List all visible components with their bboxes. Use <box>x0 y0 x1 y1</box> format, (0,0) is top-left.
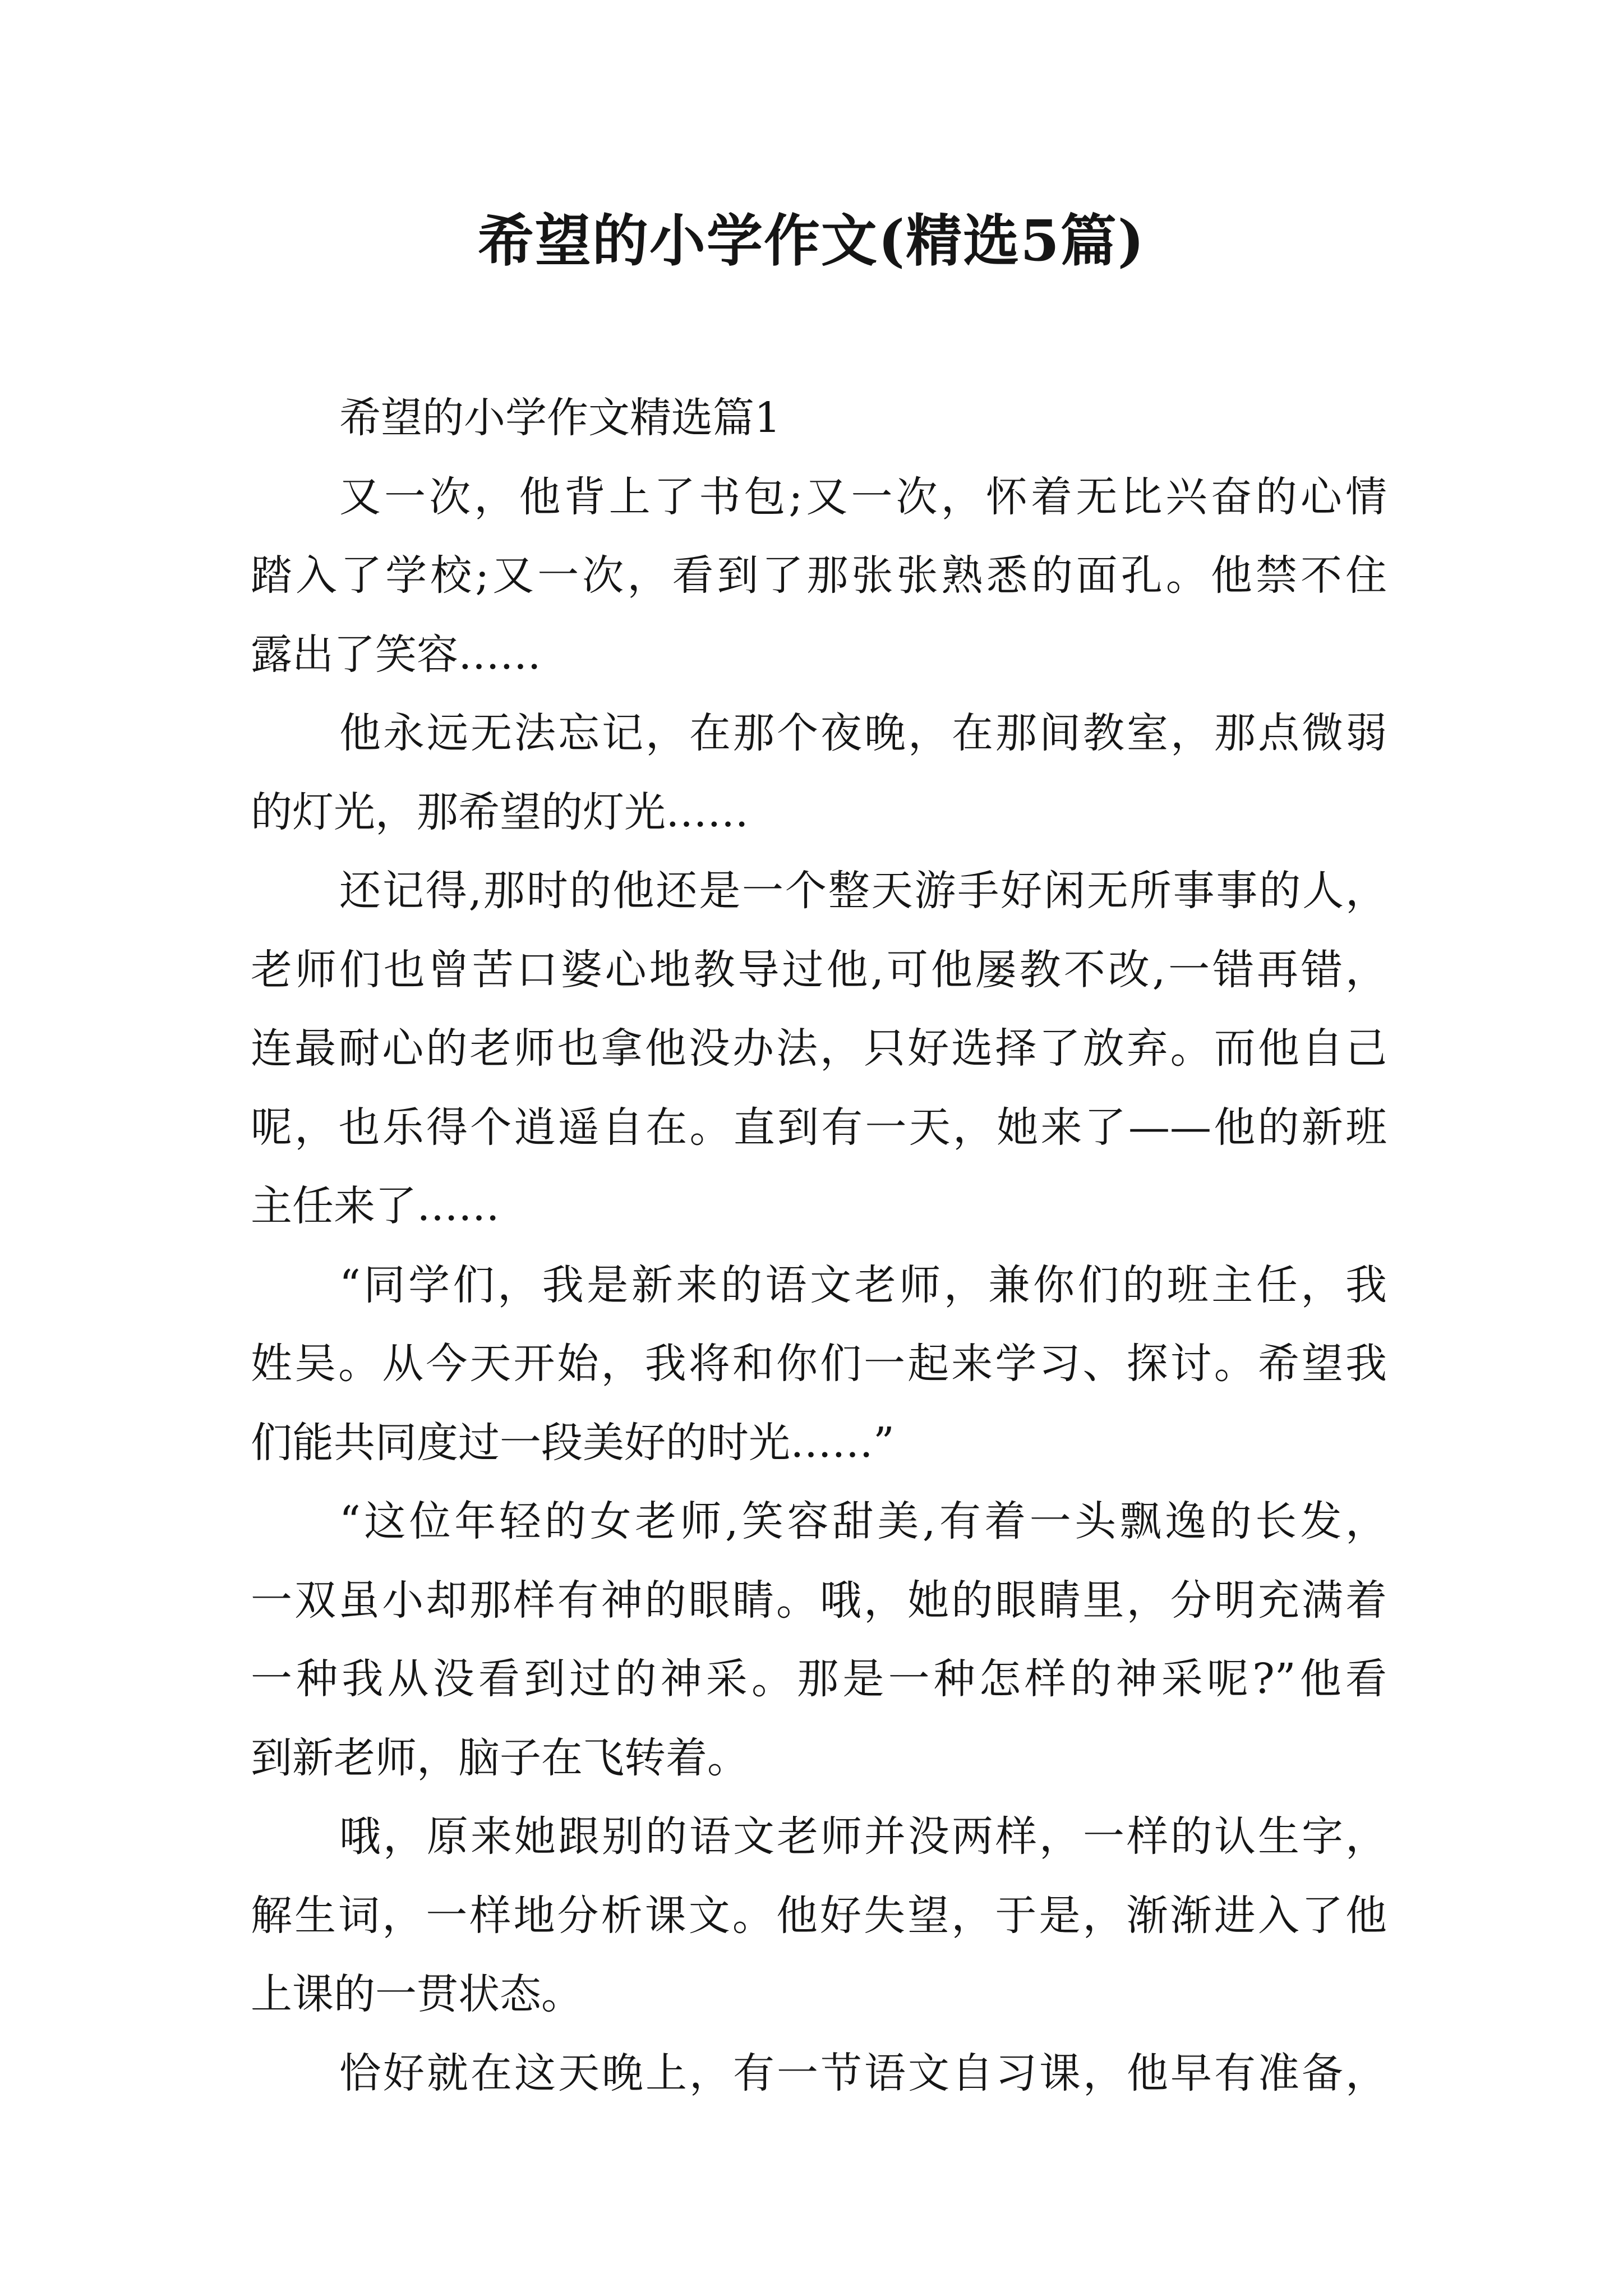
text-line: 又一次，他背上了书包;又一次，怀着无比兴奋的心情 <box>339 472 1387 521</box>
text-line: 踏入了学校;又一次，看到了那张张熟悉的面孔。他禁不住 <box>251 551 1387 600</box>
text-line: 上课的一贯状态。 <box>251 1970 583 2018</box>
text-line: 主任来了…… <box>251 1182 500 1230</box>
paragraph <box>251 694 1387 852</box>
text-line: “这位年轻的女老师,笑容甜美,有着一头飘逸的长发， <box>339 1497 1387 1545</box>
text-line: 他永远无法忘记，在那个夜晚，在那间教室，那点微弱 <box>339 709 1387 757</box>
paragraph <box>251 1246 1387 1483</box>
paragraph <box>251 852 1387 1246</box>
text-line: 老师们也曾苦口婆心地教导过他,可他屡教不改,一错再错， <box>251 945 1387 994</box>
paragraph <box>251 1797 1387 2034</box>
text-line: “同学们，我是新来的语文老师，兼你们的班主任，我 <box>339 1260 1387 1309</box>
text-line: 们能共同度过一段美好的时光……” <box>251 1418 895 1467</box>
text-line: 一种我从没看到过的神采。那是一种怎样的神采呢?”他看 <box>251 1655 1387 1703</box>
document-title: 希望的小学作文(精选5篇) <box>477 208 1146 274</box>
text-line: 到新老师，脑子在飞转着。 <box>251 1733 749 1782</box>
paragraph <box>251 2034 1387 2113</box>
document-body <box>251 379 1387 2113</box>
text-line: 恰好就在这天晚上，有一节语文自习课，他早有准备， <box>339 2049 1387 2097</box>
text-line: 一双虽小却那样有神的眼睛。哦，她的眼睛里，分明充满着 <box>251 1576 1387 1625</box>
text-line: 连最耐心的老师也拿他没办法，只好选择了放弃。而他自己 <box>251 1024 1387 1073</box>
section-heading-paragraph <box>251 379 1387 458</box>
text-line: 的灯光，那希望的灯光…… <box>251 788 749 836</box>
text-line: 姓吴。从今天开始，我将和你们一起来学习、探讨。希望我 <box>251 1340 1387 1388</box>
text-line: 还记得,那时的他还是一个整天游手好闲无所事事的人， <box>339 867 1387 915</box>
paragraph <box>251 1482 1387 1797</box>
text-line: 露出了笑容…… <box>251 630 541 679</box>
text-line: 呢，也乐得个逍遥自在。直到有一天，她来了——他的新班 <box>251 1103 1387 1152</box>
text-line: 解生词，一样地分析课文。他好失望，于是，渐渐进入了他 <box>251 1891 1387 1940</box>
section-heading: 希望的小学作文精选篇1 <box>339 394 781 442</box>
text-line: 哦，原来她跟别的语文老师并没两样，一样的认生字， <box>339 1812 1387 1861</box>
paragraph <box>251 458 1387 694</box>
